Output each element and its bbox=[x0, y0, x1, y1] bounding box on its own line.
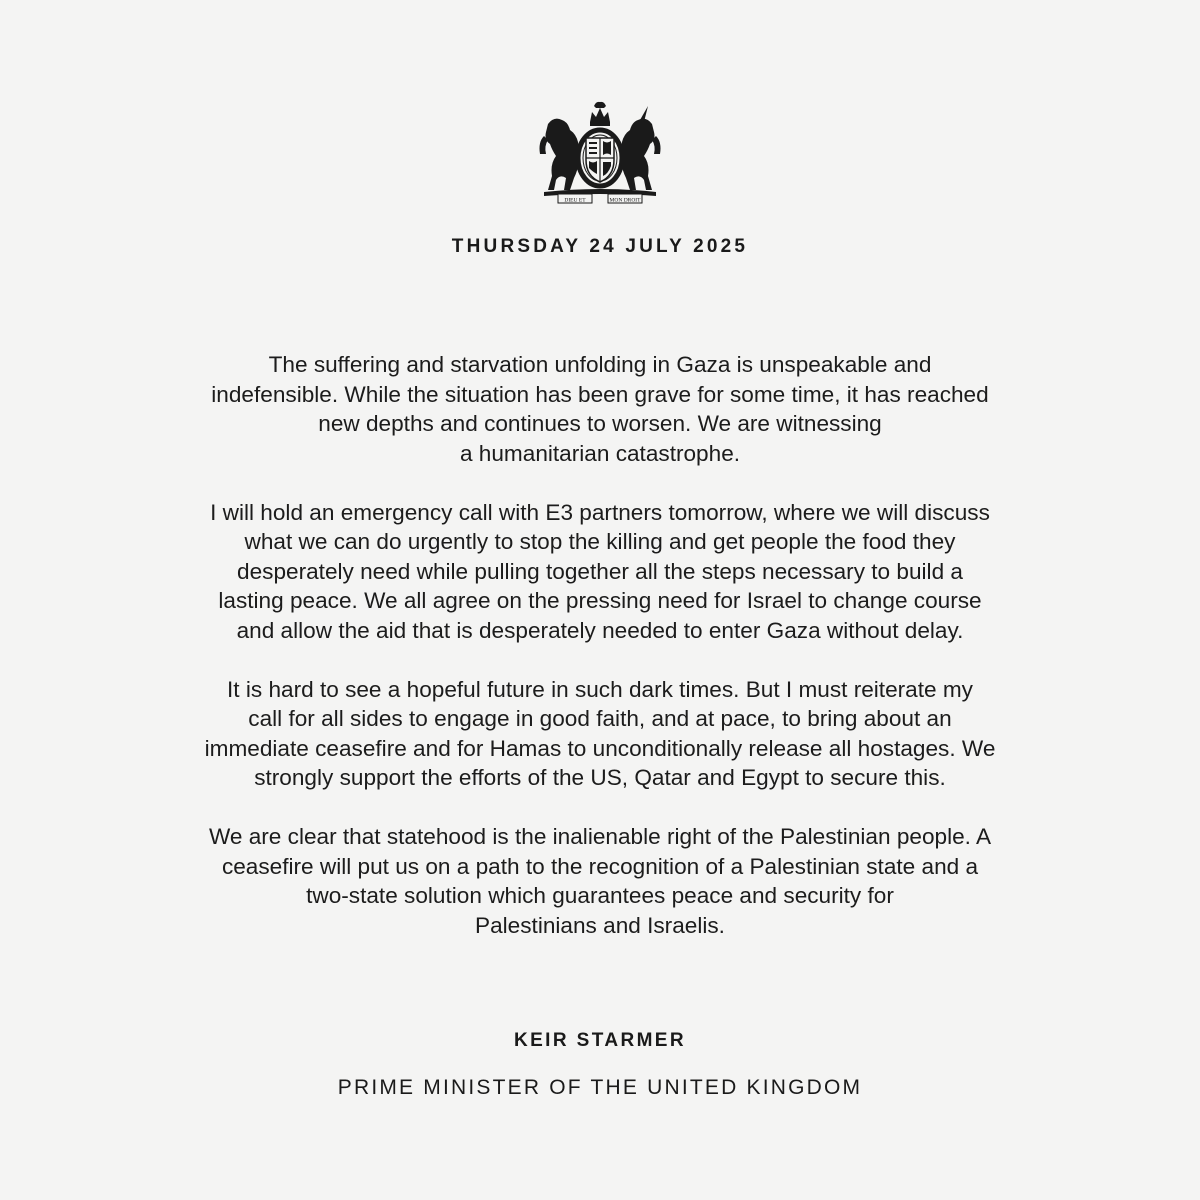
paragraph-line: call for all sides to engage in good faith, and at pace, to bring about an bbox=[248, 706, 952, 731]
paragraph-line: Palestinians and Israelis. bbox=[475, 912, 725, 938]
signer-name: KEIR STARMER bbox=[513, 1030, 686, 1051]
royal-coat-of-arms-icon bbox=[536, 100, 664, 206]
paragraph-line: indefensible. While the situation has been grave for some time, it has reached bbox=[211, 381, 989, 407]
paragraph-line: what we can do urgently to stop the killing and get people the food they bbox=[244, 529, 956, 554]
motto-right: MON DROIT bbox=[609, 197, 641, 204]
statement-body bbox=[90, 350, 1110, 970]
statement-paragraph bbox=[90, 675, 1110, 793]
motto-left: DIEU ET bbox=[564, 197, 586, 204]
statement-date: THURSDAY 24 JULY 2025 bbox=[451, 236, 749, 257]
paragraph-line: ceasefire will put us on a path to the recognition of a Palestinian state and a bbox=[221, 853, 979, 879]
paragraph-line: strongly support the efforts of the US, Qatar and Egypt to secure this. bbox=[254, 765, 946, 790]
paragraph-line: We are clear that statehood is the inalienable right of the Palestinian people. A bbox=[208, 824, 992, 849]
signer-title: PRIME MINISTER OF THE UNITED KINGDOM bbox=[337, 1076, 863, 1099]
paragraph-line: new depths and continues to worsen. We are witnessing bbox=[318, 411, 882, 436]
statement-paragraph bbox=[90, 350, 1110, 468]
paragraph-line: I will hold an emergency call with E3 partners tomorrow, where we will discuss bbox=[210, 499, 990, 525]
paragraph-line: two-state solution which guarantees peace and security for bbox=[306, 883, 894, 908]
paragraph-line: a humanitarian catastrophe. bbox=[459, 440, 741, 466]
paragraph-line: immediate ceasefire and for Hamas to unconditionally release all hostages. We bbox=[204, 735, 996, 761]
paragraph-line: The suffering and starvation unfolding in Gaza is unspeakable and bbox=[268, 352, 932, 377]
paragraph-line: desperately need while pulling together all the steps necessary to build a bbox=[237, 558, 963, 584]
paragraph-line: It is hard to see a hopeful future in such dark times. But I must reiterate my bbox=[227, 676, 973, 702]
paragraph-line: and allow the aid that is desperately needed to enter Gaza without delay. bbox=[236, 617, 964, 643]
statement-paragraph bbox=[90, 822, 1110, 940]
paragraph-line: lasting peace. We all agree on the pressing need for Israel to change course bbox=[218, 588, 982, 613]
statement-paragraph bbox=[90, 498, 1110, 646]
